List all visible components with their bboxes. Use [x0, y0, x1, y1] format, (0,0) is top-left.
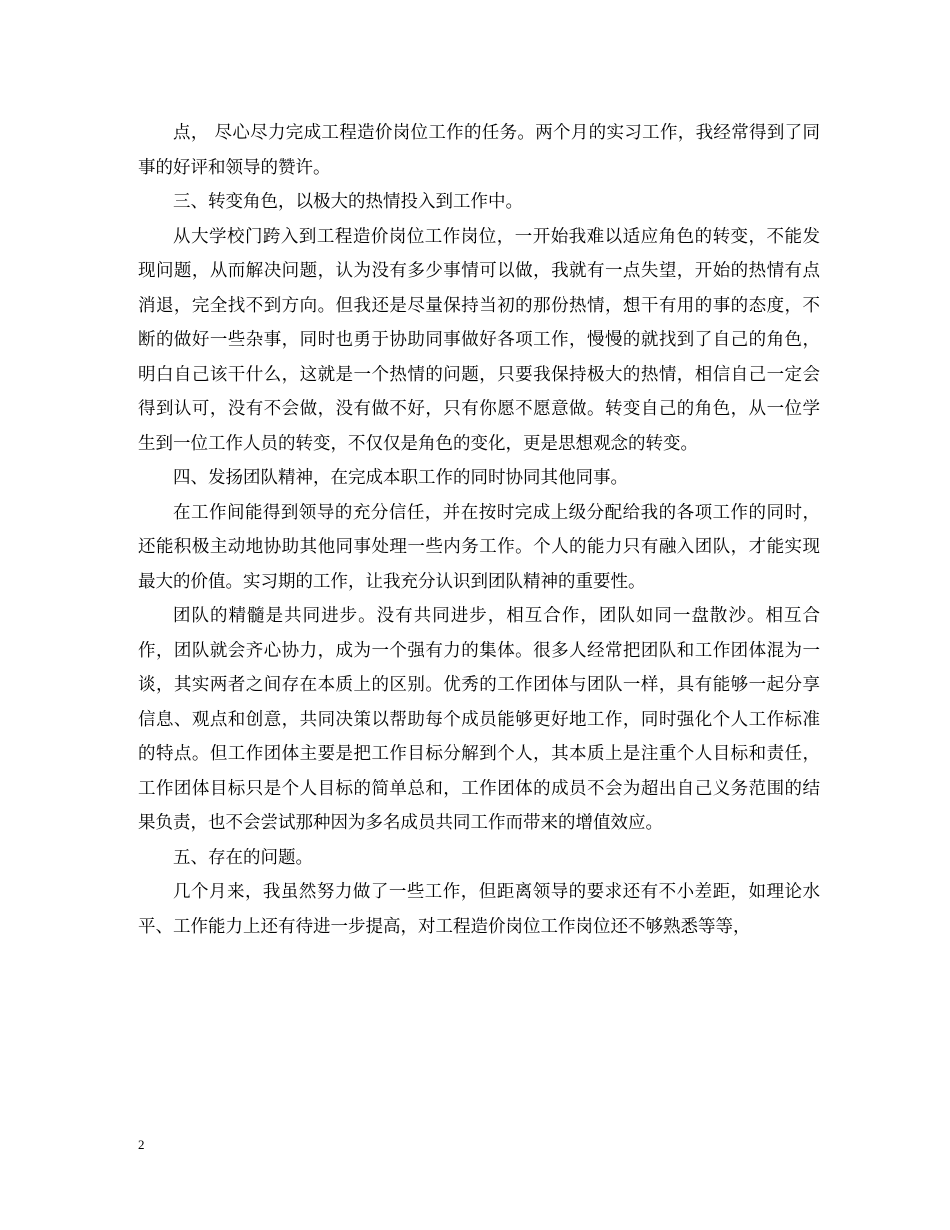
paragraph-team-essence: 团队的精髓是共同进步。没有共同进步，相互合作，团队如同一盘散沙。相互合作，团队就会齐心协力，成为一个强有力的集体。很多人经常把团队和工作团体混为一谈，其实两者之间存在本质上的区别。优秀的工作团体与团队一样，具有能够一起分享信息、观点和创意，共同决策以帮助每个成员能够更好地工作，同时强化个人工作标准的特点。但工作团体主要是把工作目标分解到个人，其本质上是注重个人目标和责任，工作团体目标只是个人目标的简单总和，工作团体的成员不会为超出自己义务范围的结果负责，也不会尝试那种因为多名成员共同工作而带来的增值效应。	[138, 606, 820, 833]
paragraph-1: 点， 尽心尽力完成工程造价岗位工作的任务。两个月的实习工作，我经常得到了同事的好评和领导的赞许。	[138, 123, 820, 178]
page-number: 2	[138, 1137, 145, 1152]
paragraph-team-trust: 在工作间能得到领导的充分信任，并在按时完成上级分配给我的各项工作的同时，还能积极主动地协助其他同事处理一些内务工作。个人的能力只有融入团队，才能实现最大的价值。实习期的工作，让我充分认识到团队精神的重要性。	[138, 502, 820, 592]
heading-section-4: 四、发扬团队精神，在完成本职工作的同时协同其他同事。	[173, 468, 628, 488]
heading-section-3: 三、转变角色，以极大的热情投入到工作中。	[173, 192, 523, 212]
paragraph-role-change: 从大学校门跨入到工程造价岗位工作岗位，一开始我难以适应角色的转变，不能发现问题，从而解决问题，认为没有多少事情可以做，我就有一点失望，开始的热情有点消退，完全找不到方向。但我还是尽量保持当初的那份热情，想干有用的事的态度，不断的做好一些杂事，同时也勇于协助同事做好各项工作，慢慢的就找到了自己的角色，明白自己该干什么，这就是一个热情的问题，只要我保持极大的热情，相信自己一定会得到认可，没有不会做，没有做不好，只有你愿不愿意做。转变自己的角色，从一位学生到一位工作人员的转变，不仅仅是角色的变化，更是思想观念的转变。	[138, 226, 820, 454]
body-text	[138, 116, 820, 944]
paragraph-problems: 几个月来，我虽然努力做了一些工作，但距离领导的要求还有不小差距，如理论水平、工作能力上还有待进一步提高，对工程造价岗位工作岗位还不够熟悉等等，	[138, 882, 820, 937]
heading-section-5: 五、存在的问题。	[173, 847, 313, 868]
